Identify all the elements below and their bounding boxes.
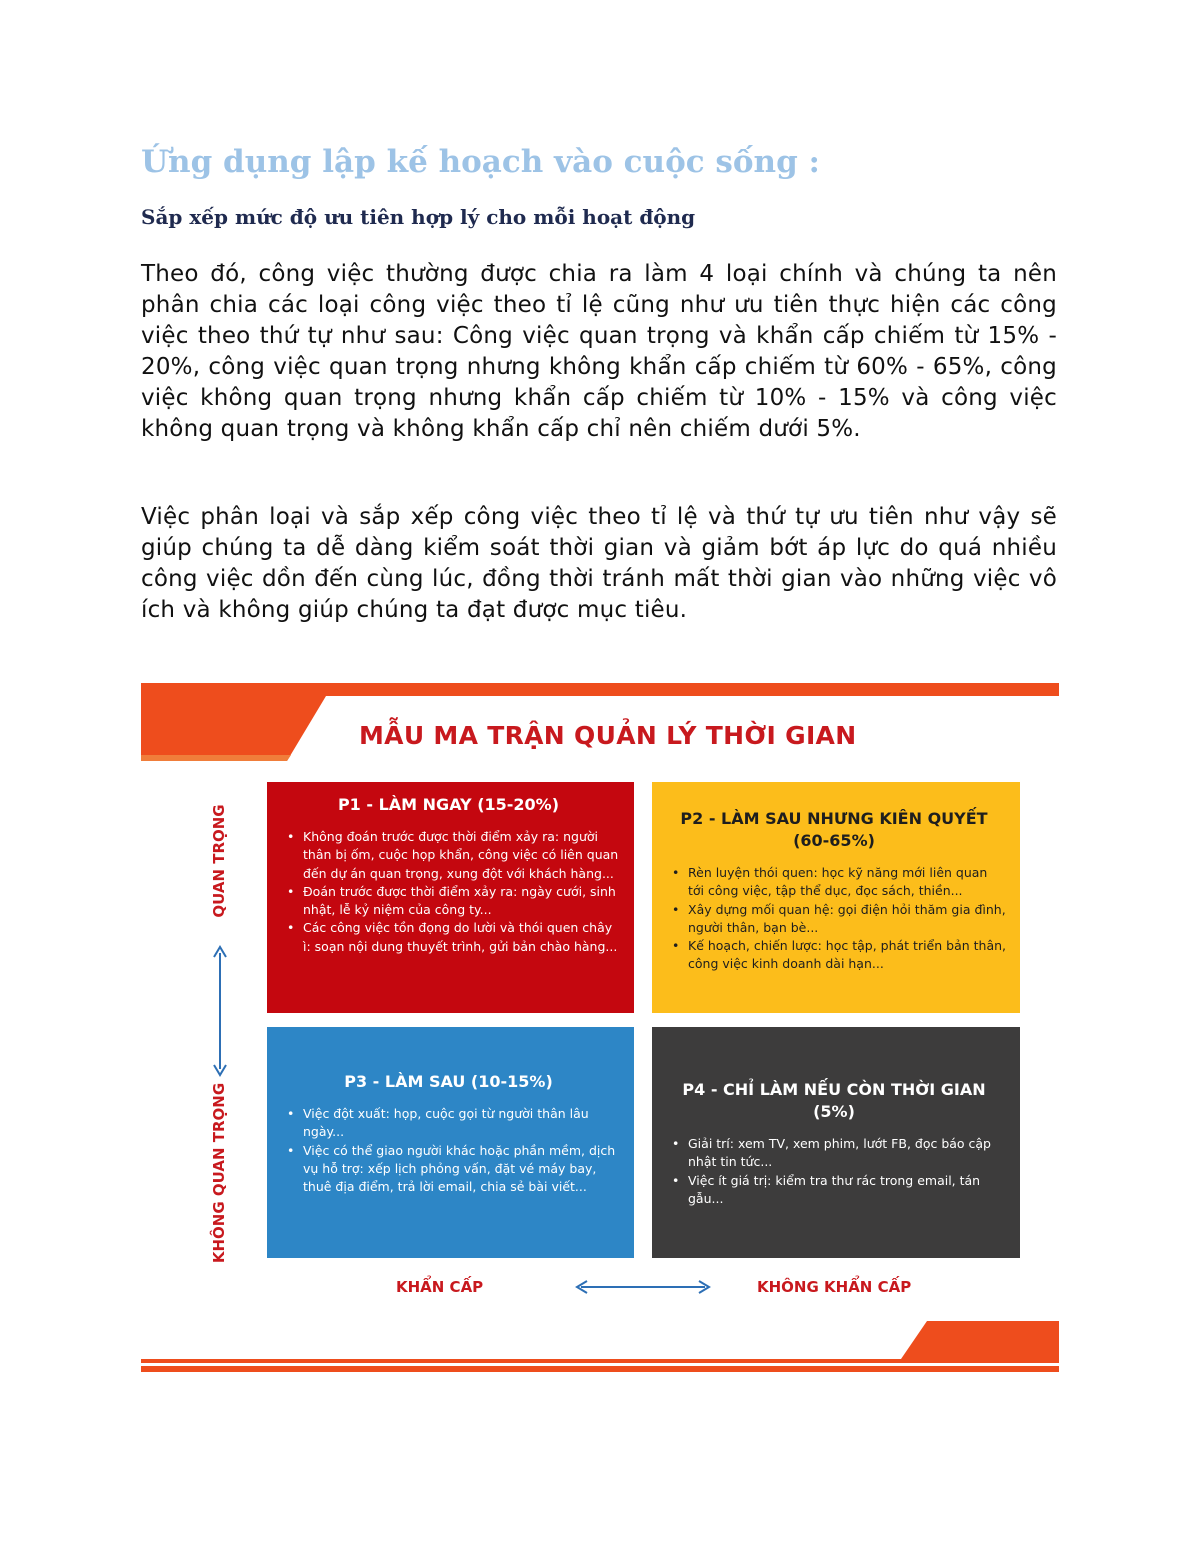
time-management-matrix [141, 683, 1059, 1372]
axis-label-not-urgent: KHÔNG KHẨN CẤP [757, 1278, 912, 1296]
list-item: • Không đoán trước được thời điểm xảy ra: người thân bị ốm, cuộc họp khẩn, công việc có liên quan đến dự án quan trọng, xung đột với khách hàng... [293, 828, 620, 883]
quadrant-p1-list [277, 828, 620, 956]
paragraph-task-ratio: Theo đó, công việc thường được chia ra làm 4 loại chính và chúng ta nên phân chia các loại công việc theo tỉ lệ cũng như ưu tiên thực hiện các công việc theo thứ tự như sau: Công việc quan trọng và khẩn cấp chiếm từ 15% - 20%, công việc quan trọng nhưng không khẩn cấp chiếm từ 60% - 65%, công việc không quan trọng nhưng khẩn cấp chiếm từ 10% - 15% và công việc không quan trọng và không khẩn cấp chỉ nên chiếm dưới 5%. [141, 261, 1057, 442]
axis-label-not-important: KHÔNG QUAN TRỌNG [210, 1082, 228, 1264]
quadrant-p4-list [662, 1135, 1006, 1208]
section-heading: Ứng dụng lập kế hoạch vào cuộc sống : [141, 144, 821, 180]
quadrant-p4-title: P4 - CHỈ LÀM NẾU CÒN THỜI GIAN (5%) [682, 1080, 986, 1121]
quadrant-p3 [267, 1027, 634, 1258]
vertical-double-arrow-icon [213, 945, 227, 1077]
matrix-title: MẪU MA TRẬN QUẢN LÝ THỜI GIAN [359, 721, 857, 750]
axis-label-urgent: KHẨN CẤP [396, 1278, 484, 1296]
list-item: • Đoán trước được thời điểm xảy ra: ngày cưới, sinh nhật, lễ kỷ niệm của công ty... [293, 883, 620, 920]
list-item: • Rèn luyện thói quen: học kỹ năng mới liên quan tới công việc, tập thể dục, đọc sách, thiền... [678, 864, 1006, 901]
horizontal-double-arrow-icon [575, 1280, 711, 1294]
quadrant-p1-title: P1 - LÀM NGAY (15-20%) [337, 795, 560, 814]
list-item: • Việc có thể giao người khác hoặc phần mềm, dịch vụ hỗ trợ: xếp lịch phỏng vấn, đặt vé máy bay, thuê địa điểm, trả lời email, chia sẻ bài viết... [293, 1142, 620, 1197]
list-item: • Các công việc tồn đọng do lười và thói quen chây ì: soạn nội dung thuyết trình, gửi bản chào hàng... [293, 919, 620, 956]
list-item: • Kế hoạch, chiến lược: học tập, phát triển bản thân, công việc kinh doanh dài hạn... [678, 937, 1006, 974]
quadrant-p3-list [277, 1105, 620, 1196]
quadrant-p1 [267, 782, 634, 1013]
list-item: • Xây dựng mối quan hệ: gọi điện hỏi thăm gia đình, người thân, bạn bè... [678, 901, 1006, 938]
list-item: • Giải trí: xem TV, xem phim, lướt FB, đọc báo cập nhật tin tức... [678, 1135, 1006, 1172]
quadrant-p2 [652, 782, 1020, 1013]
quadrant-p2-title: P2 - LÀM SAU NHƯNG KIÊN QUYẾT (60-65%) [680, 809, 988, 850]
axis-label-important: QUAN TRỌNG [210, 804, 228, 918]
list-item: • Việc ít giá trị: kiểm tra thư rác trong email, tán gẫu... [678, 1172, 1006, 1209]
quadrant-p3-title: P3 - LÀM SAU (10-15%) [344, 1072, 553, 1091]
paragraph-benefits: Việc phân loại và sắp xếp công việc theo tỉ lệ và thứ tự ưu tiên như vậy sẽ giúp chúng ta dễ dàng kiểm soát thời gian và giảm bớt áp lực do quá nhiều công việc dồn đến cùng lúc, đồng thời tránh mất thời gian vào những việc vô ích và không giúp chúng ta đạt được mục tiêu. [141, 504, 1057, 623]
section-subheading: Sắp xếp mức độ ưu tiên hợp lý cho mỗi hoạt động [141, 205, 696, 229]
list-item: • Việc đột xuất: họp, cuộc gọi từ người thân lâu ngày... [293, 1105, 620, 1142]
quadrant-p4 [652, 1027, 1020, 1258]
quadrant-p2-list [662, 864, 1006, 974]
